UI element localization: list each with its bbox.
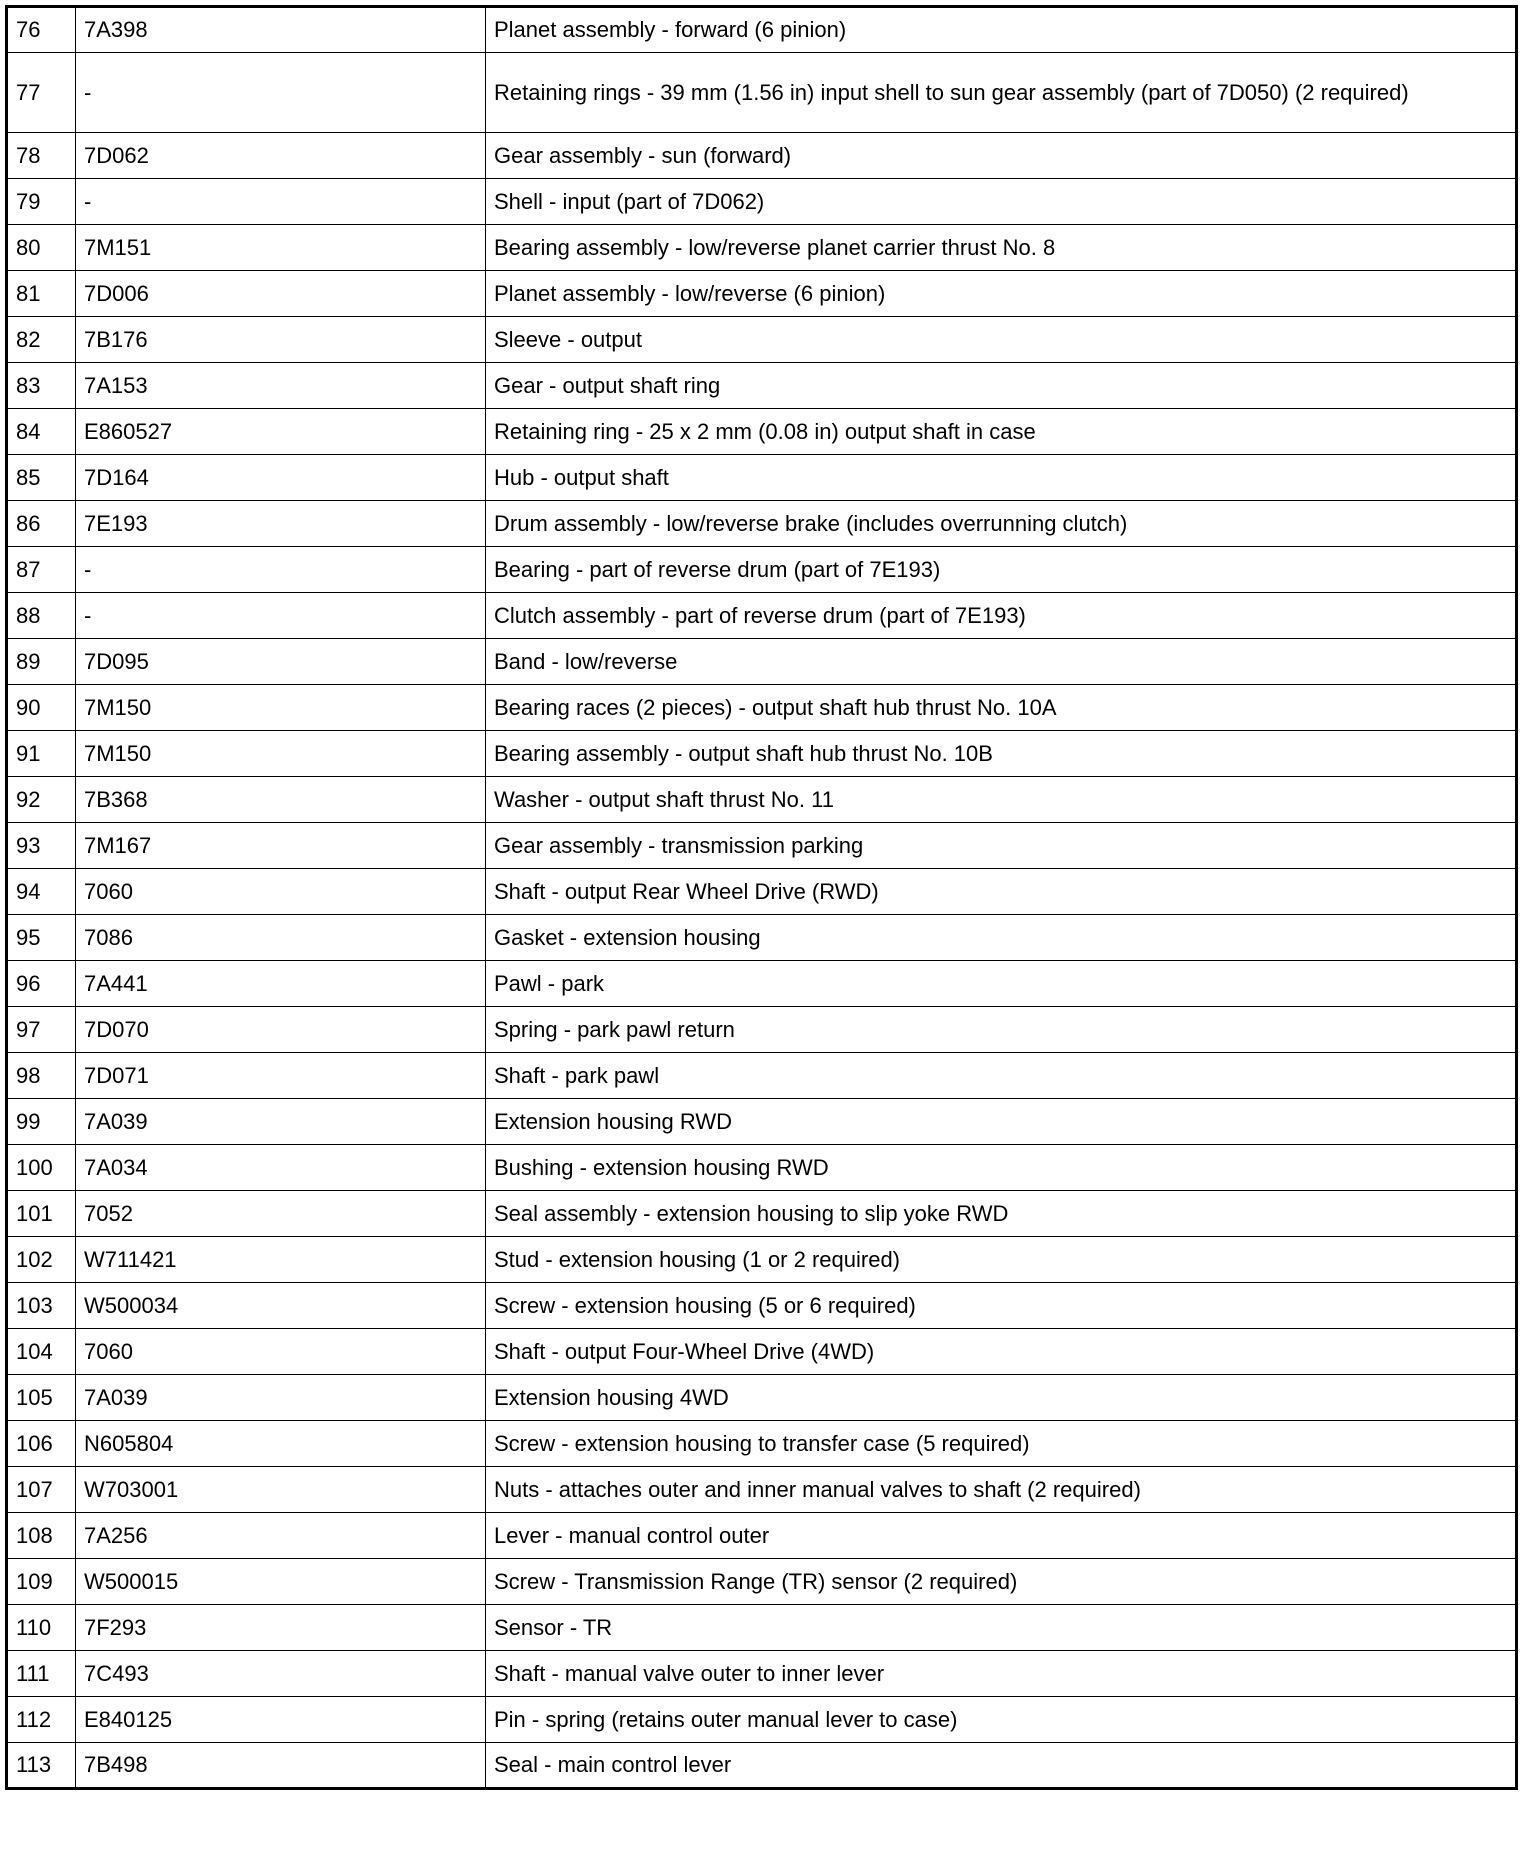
description-cell: Planet assembly - forward (6 pinion)	[486, 7, 1517, 53]
part-number-cell: E860527	[76, 409, 486, 455]
description-cell: Spring - park pawl return	[486, 1007, 1517, 1053]
item-number-cell: 104	[7, 1329, 76, 1375]
part-number-cell: 7D006	[76, 271, 486, 317]
part-number-cell: 7A256	[76, 1513, 486, 1559]
item-number-cell: 78	[7, 133, 76, 179]
part-number-cell: 7A153	[76, 363, 486, 409]
item-number-cell: 83	[7, 363, 76, 409]
table-row	[7, 869, 1517, 915]
table-row	[7, 1421, 1517, 1467]
table-row	[7, 1329, 1517, 1375]
description-cell: Pin - spring (retains outer manual lever to case)	[486, 1697, 1517, 1743]
table-row	[7, 1145, 1517, 1191]
item-number-cell: 85	[7, 455, 76, 501]
description-cell: Lever - manual control outer	[486, 1513, 1517, 1559]
description-cell: Shaft - manual valve outer to inner lever	[486, 1651, 1517, 1697]
table-row	[7, 317, 1517, 363]
parts-table-body	[7, 7, 1517, 1789]
table-row	[7, 271, 1517, 317]
table-row	[7, 1743, 1517, 1789]
item-number-cell: 92	[7, 777, 76, 823]
description-cell: Shaft - park pawl	[486, 1053, 1517, 1099]
part-number-cell: -	[76, 547, 486, 593]
table-row	[7, 961, 1517, 1007]
item-number-cell: 77	[7, 53, 76, 133]
part-number-cell: 7M151	[76, 225, 486, 271]
item-number-cell: 90	[7, 685, 76, 731]
table-row	[7, 731, 1517, 777]
description-cell: Bearing assembly - output shaft hub thrust No. 10B	[486, 731, 1517, 777]
table-row	[7, 823, 1517, 869]
part-number-cell: 7A039	[76, 1375, 486, 1421]
description-cell: Stud - extension housing (1 or 2 required)	[486, 1237, 1517, 1283]
part-number-cell: 7D070	[76, 1007, 486, 1053]
description-cell: Screw - extension housing to transfer case (5 required)	[486, 1421, 1517, 1467]
table-row	[7, 1467, 1517, 1513]
part-number-cell: 7A034	[76, 1145, 486, 1191]
item-number-cell: 99	[7, 1099, 76, 1145]
part-number-cell: 7D062	[76, 133, 486, 179]
description-cell: Bearing assembly - low/reverse planet carrier thrust No. 8	[486, 225, 1517, 271]
table-row	[7, 685, 1517, 731]
description-cell: Gear - output shaft ring	[486, 363, 1517, 409]
description-cell: Bearing races (2 pieces) - output shaft hub thrust No. 10A	[486, 685, 1517, 731]
part-number-cell: 7B176	[76, 317, 486, 363]
description-cell: Extension housing RWD	[486, 1099, 1517, 1145]
item-number-cell: 98	[7, 1053, 76, 1099]
item-number-cell: 106	[7, 1421, 76, 1467]
part-number-cell: 7A039	[76, 1099, 486, 1145]
table-row	[7, 133, 1517, 179]
item-number-cell: 95	[7, 915, 76, 961]
description-cell: Nuts - attaches outer and inner manual valves to shaft (2 required)	[486, 1467, 1517, 1513]
part-number-cell: W703001	[76, 1467, 486, 1513]
part-number-cell: 7F293	[76, 1605, 486, 1651]
description-cell: Clutch assembly - part of reverse drum (part of 7E193)	[486, 593, 1517, 639]
part-number-cell: 7D071	[76, 1053, 486, 1099]
description-cell: Retaining ring - 25 x 2 mm (0.08 in) output shaft in case	[486, 409, 1517, 455]
part-number-cell: 7D164	[76, 455, 486, 501]
item-number-cell: 86	[7, 501, 76, 547]
description-cell: Shaft - output Rear Wheel Drive (RWD)	[486, 869, 1517, 915]
part-number-cell: 7086	[76, 915, 486, 961]
item-number-cell: 94	[7, 869, 76, 915]
description-cell: Screw - extension housing (5 or 6 required)	[486, 1283, 1517, 1329]
item-number-cell: 87	[7, 547, 76, 593]
part-number-cell: 7A441	[76, 961, 486, 1007]
description-cell: Washer - output shaft thrust No. 11	[486, 777, 1517, 823]
description-cell: Seal assembly - extension housing to slip yoke RWD	[486, 1191, 1517, 1237]
table-row	[7, 455, 1517, 501]
table-row	[7, 7, 1517, 53]
part-number-cell: 7M150	[76, 731, 486, 777]
part-number-cell: N605804	[76, 1421, 486, 1467]
item-number-cell: 93	[7, 823, 76, 869]
part-number-cell: W500034	[76, 1283, 486, 1329]
description-cell: Pawl - park	[486, 961, 1517, 1007]
table-row	[7, 639, 1517, 685]
item-number-cell: 110	[7, 1605, 76, 1651]
item-number-cell: 76	[7, 7, 76, 53]
description-cell: Band - low/reverse	[486, 639, 1517, 685]
description-cell: Bearing - part of reverse drum (part of 7E193)	[486, 547, 1517, 593]
part-number-cell: E840125	[76, 1697, 486, 1743]
description-cell: Extension housing 4WD	[486, 1375, 1517, 1421]
item-number-cell: 80	[7, 225, 76, 271]
item-number-cell: 81	[7, 271, 76, 317]
item-number-cell: 103	[7, 1283, 76, 1329]
part-number-cell: 7052	[76, 1191, 486, 1237]
description-cell: Sensor - TR	[486, 1605, 1517, 1651]
item-number-cell: 111	[7, 1651, 76, 1697]
table-row	[7, 593, 1517, 639]
description-cell: Hub - output shaft	[486, 455, 1517, 501]
table-row	[7, 363, 1517, 409]
part-number-cell: W711421	[76, 1237, 486, 1283]
parts-table	[5, 5, 1518, 1790]
item-number-cell: 108	[7, 1513, 76, 1559]
description-cell: Bushing - extension housing RWD	[486, 1145, 1517, 1191]
table-row	[7, 547, 1517, 593]
table-row	[7, 1651, 1517, 1697]
part-number-cell: 7B368	[76, 777, 486, 823]
table-row	[7, 1375, 1517, 1421]
description-cell: Planet assembly - low/reverse (6 pinion)	[486, 271, 1517, 317]
item-number-cell: 84	[7, 409, 76, 455]
table-row	[7, 1513, 1517, 1559]
table-row	[7, 777, 1517, 823]
table-row	[7, 1053, 1517, 1099]
item-number-cell: 113	[7, 1743, 76, 1789]
table-row	[7, 53, 1517, 133]
part-number-cell: -	[76, 179, 486, 225]
item-number-cell: 91	[7, 731, 76, 777]
item-number-cell: 89	[7, 639, 76, 685]
item-number-cell: 102	[7, 1237, 76, 1283]
table-row	[7, 1559, 1517, 1605]
item-number-cell: 112	[7, 1697, 76, 1743]
item-number-cell: 79	[7, 179, 76, 225]
part-number-cell: 7E193	[76, 501, 486, 547]
part-number-cell: 7060	[76, 869, 486, 915]
part-number-cell: 7C493	[76, 1651, 486, 1697]
item-number-cell: 88	[7, 593, 76, 639]
description-cell: Shaft - output Four-Wheel Drive (4WD)	[486, 1329, 1517, 1375]
table-row	[7, 1007, 1517, 1053]
table-row	[7, 1099, 1517, 1145]
description-cell: Gear assembly - sun (forward)	[486, 133, 1517, 179]
table-row	[7, 915, 1517, 961]
table-row	[7, 501, 1517, 547]
table-row	[7, 1283, 1517, 1329]
table-row	[7, 179, 1517, 225]
description-cell: Retaining rings - 39 mm (1.56 in) input shell to sun gear assembly (part of 7D050) (2 required)	[486, 53, 1517, 133]
description-cell: Shell - input (part of 7D062)	[486, 179, 1517, 225]
part-number-cell: 7M150	[76, 685, 486, 731]
table-row	[7, 225, 1517, 271]
description-cell: Sleeve - output	[486, 317, 1517, 363]
part-number-cell: 7D095	[76, 639, 486, 685]
table-row	[7, 1191, 1517, 1237]
description-cell: Seal - main control lever	[486, 1743, 1517, 1789]
item-number-cell: 109	[7, 1559, 76, 1605]
description-cell: Screw - Transmission Range (TR) sensor (2 required)	[486, 1559, 1517, 1605]
table-row	[7, 1697, 1517, 1743]
item-number-cell: 100	[7, 1145, 76, 1191]
item-number-cell: 82	[7, 317, 76, 363]
part-number-cell: -	[76, 53, 486, 133]
part-number-cell: -	[76, 593, 486, 639]
description-cell: Gear assembly - transmission parking	[486, 823, 1517, 869]
table-row	[7, 1237, 1517, 1283]
part-number-cell: W500015	[76, 1559, 486, 1605]
item-number-cell: 105	[7, 1375, 76, 1421]
item-number-cell: 107	[7, 1467, 76, 1513]
table-row	[7, 409, 1517, 455]
item-number-cell: 97	[7, 1007, 76, 1053]
table-row	[7, 1605, 1517, 1651]
part-number-cell: 7A398	[76, 7, 486, 53]
item-number-cell: 101	[7, 1191, 76, 1237]
description-cell: Gasket - extension housing	[486, 915, 1517, 961]
part-number-cell: 7060	[76, 1329, 486, 1375]
part-number-cell: 7B498	[76, 1743, 486, 1789]
description-cell: Drum assembly - low/reverse brake (includes overrunning clutch)	[486, 501, 1517, 547]
part-number-cell: 7M167	[76, 823, 486, 869]
item-number-cell: 96	[7, 961, 76, 1007]
